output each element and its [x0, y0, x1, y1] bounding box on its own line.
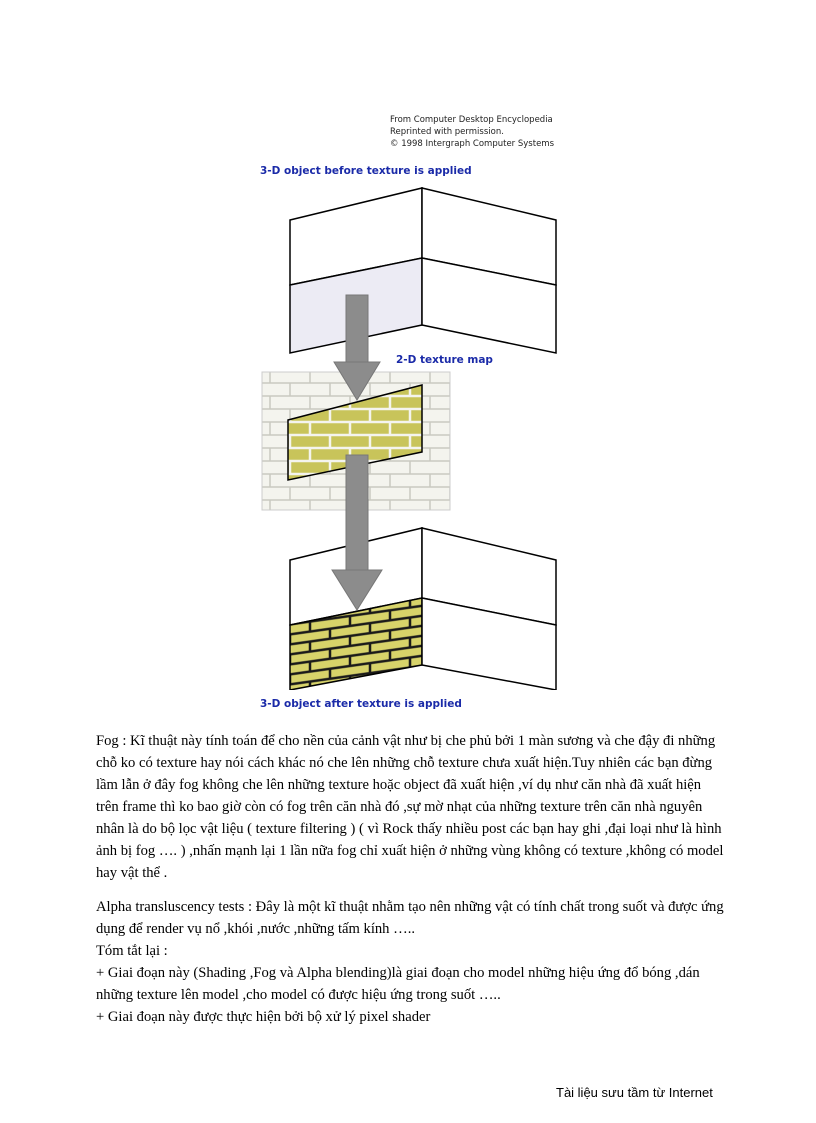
credit-line: Reprinted with permission. — [390, 127, 504, 137]
texture-mapping-figure — [250, 110, 570, 720]
summary-title: Tóm tắt lại : — [96, 943, 168, 959]
caption-texture-map: 2-D texture map — [396, 354, 493, 366]
object-before-texture — [290, 188, 556, 353]
alpha-section — [96, 896, 726, 1028]
alpha-text: Alpha transluscency tests : Đây là một kĩ thuật nhằm tạo nên những vật có tính chất trong suốt và được ứng dụng để render vụ nổ ,khói ,nước ,những tấm kính ….. — [96, 899, 724, 937]
texture-diagram — [250, 110, 570, 690]
page-footer: Tài liệu sưu tầm từ Internet — [556, 1085, 713, 1100]
caption-before-texture: 3-D object before texture is applied — [260, 165, 472, 177]
fog-paragraph — [96, 730, 726, 884]
credit-line: From Computer Desktop Encyclopedia — [390, 115, 553, 125]
caption-after-texture: 3-D object after texture is applied — [260, 698, 462, 710]
summary-item-2: + Giai đoạn này được thực hiện bởi bộ xử lý pixel shader — [96, 1009, 431, 1025]
object-after-texture — [290, 528, 556, 690]
credit-line: © 1998 Intergraph Computer Systems — [390, 139, 555, 149]
fog-text: Fog : Kĩ thuật này tính toán để cho nền của cảnh vật như bị che phủ bởi 1 màn sương và che đậy đi những chỗ ko có texture hay nói cách khác nó che lên những chỗ texture chưa xuất hiện.Tuy nhiên các bạn đừng lầm lẫn ở đây fog không che lên những texture hoặc object đã xuất hiện ,ví dụ như căn nhà đã xuất hiện trên frame thì ko bao giờ còn có fog trên căn nhà đó ,sự mờ nhạt của những texture trên căn nhà nguyên nhân là do bộ lọc vật liệu ( texture filtering ) ( vì Rock thấy nhiều post các bạn hay ghi ,đại loại như là hình ảnh bị fog …. ) ,nhấn mạnh lại 1 lần nữa fog chỉ xuất hiện ở những vùng không có texture ,không có model hay vật thể . — [96, 733, 724, 881]
summary-item-1: + Giai đoạn này (Shading ,Fog và Alpha blending)là giai đoạn cho model những hiệu ứng đổ bóng ,dán những texture lên model ,cho model có được hiệu ứng trong suốt ….. — [96, 965, 700, 1003]
